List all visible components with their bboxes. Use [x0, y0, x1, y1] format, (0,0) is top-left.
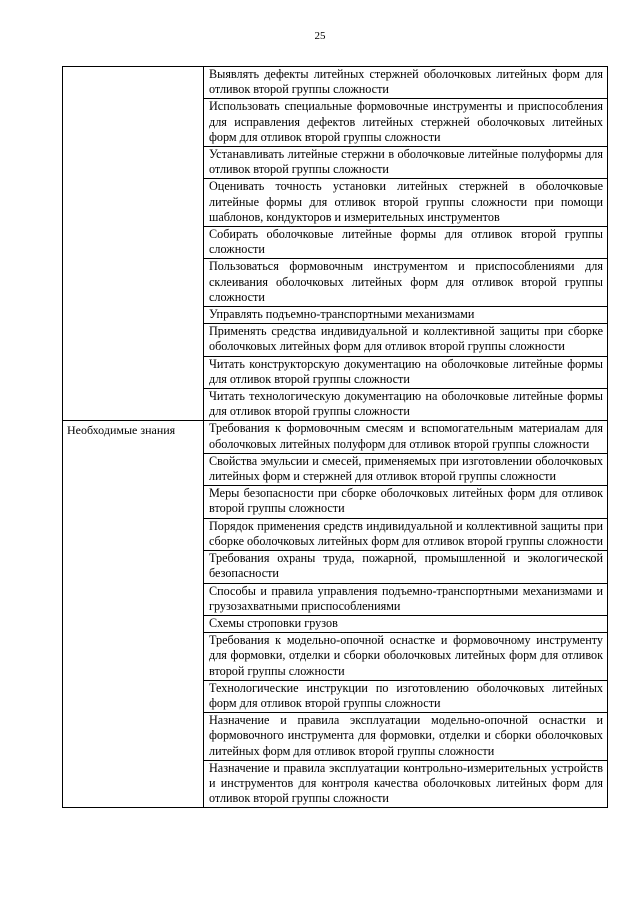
knowledge-item: Назначение и правила эксплуатации контрольно-измерительных устройств и инструментов для контроля качества оболочковых литейных форм для отливок второй группы сложности: [209, 760, 603, 806]
skill-item: Выявлять дефекты литейных стержней оболочковых литейных форм для отливок второй группы сложности: [204, 67, 607, 99]
knowledge-item: Технологические инструкции по изготовлению оболочковых литейных форм для отливок второй группы сложности: [204, 681, 607, 713]
skill-item: Устанавливать литейные стержни в оболочковые литейные полуформы для отливок второй группы сложности: [204, 147, 607, 179]
skill-item: Управлять подъемно-транспортными механизмами: [204, 307, 607, 324]
skill-item: Оценивать точность установки литейных стержней в оболочковые литейные формы для отливок второй группы сложности при помощи шаблонов, кондукторов и измерительных инструментов: [204, 179, 607, 227]
skill-item: Пользоваться формовочным инструментом и приспособлениями для склеивания оболочковых литейных форм для отливок второй группы сложности: [204, 259, 607, 307]
knowledge-item: Требования к модельно-опочной оснастке и формовочному инструменту для формовки, отделки и сборки оболочковых литейных форм для отливок второй группы сложности: [204, 633, 607, 681]
skills-section: [63, 67, 607, 421]
knowledge-item: Назначение и правила эксплуатации модельно-опочной оснастки и формовочного инструмента для формовки, отделки и сборки оболочковых литейных форм для отливок второй группы сложности: [204, 713, 607, 761]
skill-item: Читать технологическую документацию на оболочковые литейные формы для отливок второй группы сложности: [209, 389, 603, 419]
knowledge-list: [204, 421, 607, 807]
knowledge-item: Требования охраны труда, пожарной, промышленной и экологической безопасности: [204, 551, 607, 583]
skill-item: Собирать оболочковые литейные формы для отливок второй группы сложности: [204, 227, 607, 259]
knowledge-item: Схемы строповки грузов: [204, 616, 607, 633]
skill-item: Использовать специальные формовочные инструменты и приспособления для исправления дефектов литейных стержней оболочковых литейных форм для отливок второй группы сложности: [204, 99, 607, 147]
knowledge-item: Порядок применения средств индивидуальной и коллективной защиты при сборке оболочковых литейных форм для отливок второй группы сложности: [204, 519, 607, 551]
knowledge-item: Способы и правила управления подъемно-транспортными механизмами и грузозахватными приспособлениями: [204, 584, 607, 616]
knowledge-item: Требования к формовочным смесям и вспомогательным материалам для оболочковых литейных полуформ для отливок второй группы сложности: [204, 421, 607, 453]
knowledge-section: [63, 421, 607, 808]
section-label-knowledge: Необходимые знания: [63, 421, 204, 807]
page-number: 25: [314, 30, 326, 42]
skill-item: Читать конструкторскую документацию на оболочковые литейные формы для отливок второй группы сложности: [204, 357, 607, 389]
skills-list: [204, 67, 607, 420]
knowledge-item: Меры безопасности при сборке оболочковых литейных форм для отливок второй группы сложности: [204, 486, 607, 518]
knowledge-item: Свойства эмульсии и смесей, применяемых при изготовлении оболочковых литейных форм и стержней для отливок второй группы сложности: [204, 454, 607, 486]
competency-table: [62, 66, 608, 808]
section-label-skills: [63, 67, 204, 420]
skill-item: Применять средства индивидуальной и коллективной защиты при сборке оболочковых литейных форм для отливок второй группы сложности: [204, 324, 607, 356]
